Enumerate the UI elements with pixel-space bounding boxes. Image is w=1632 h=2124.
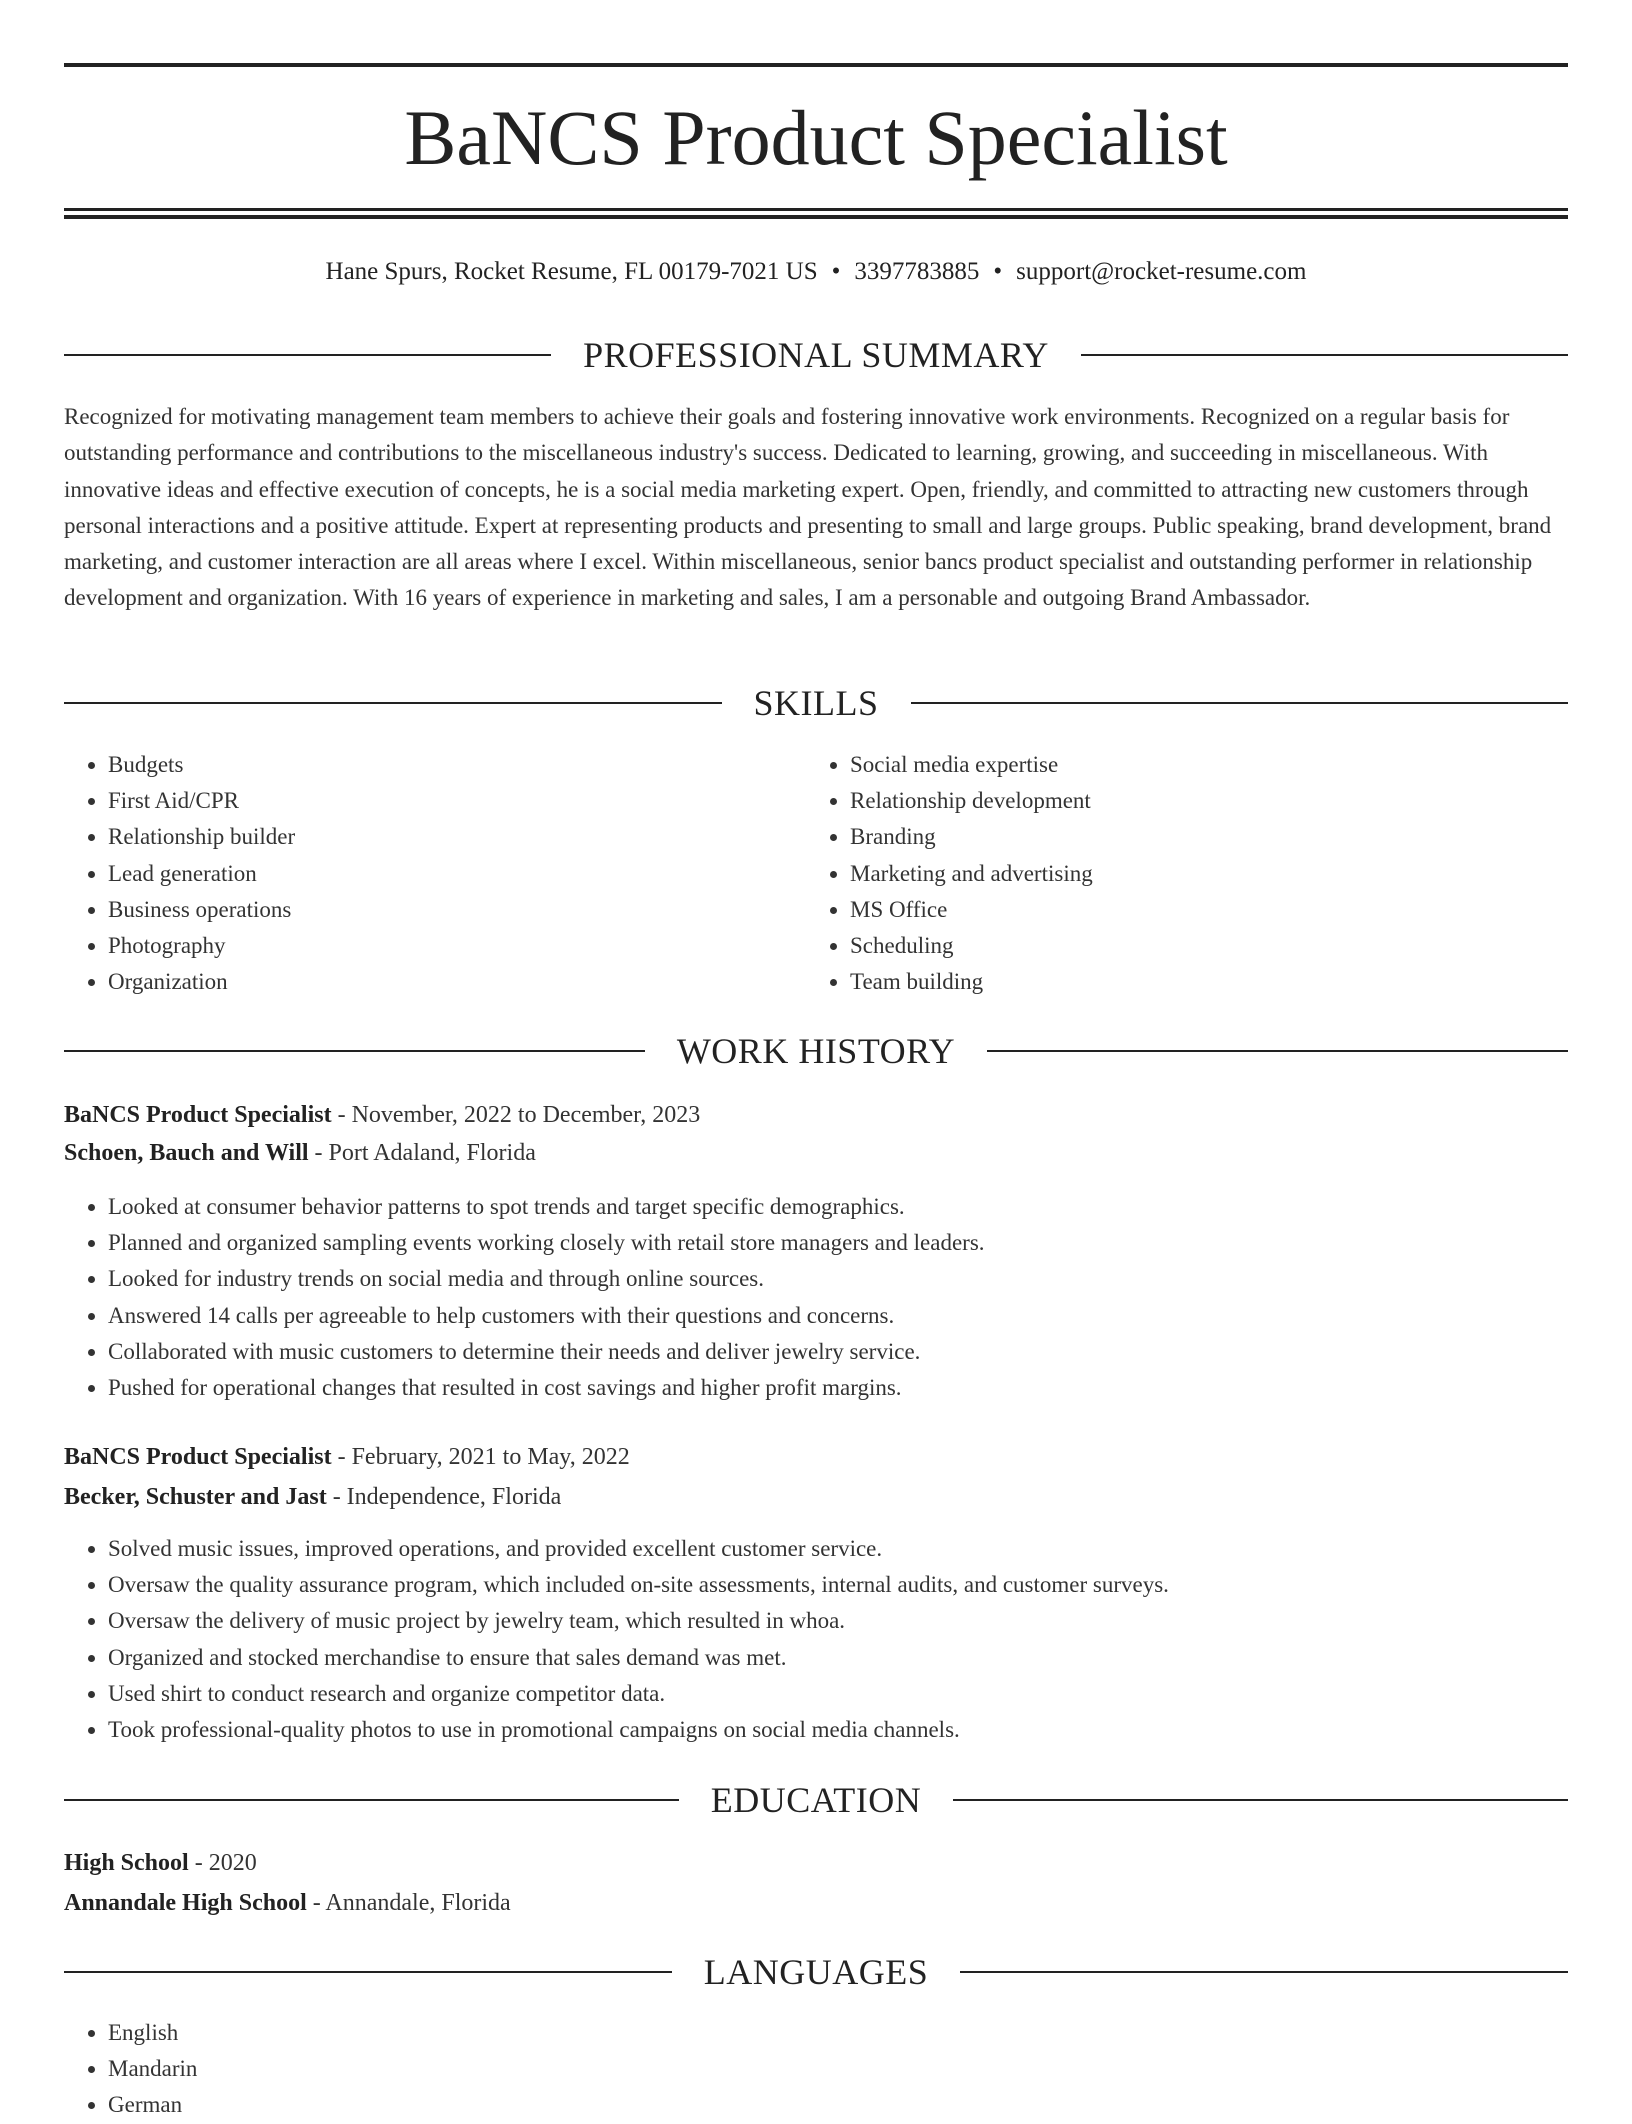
skill-item: • Marketing and advertising xyxy=(850,856,1550,892)
education-school-line xyxy=(64,1885,1568,1921)
languages-heading xyxy=(64,1952,1568,1992)
job-company-line xyxy=(64,1479,1568,1515)
skill-item: • Team building xyxy=(850,964,1550,1000)
education-school: Annandale High School xyxy=(64,1890,307,1916)
job-bullet: • Planned and organized sampling events working closely with retail store managers and leaders. xyxy=(108,1225,1568,1261)
education-year: - 2020 xyxy=(188,1850,257,1876)
job-bullets xyxy=(64,1531,1568,1748)
work-heading-title: WORK HISTORY xyxy=(676,1031,956,1071)
skill-item: • First Aid/CPR xyxy=(108,783,808,819)
job-location: - Independence, Florida xyxy=(326,1484,562,1510)
contact-email: support@rocket-resume.com xyxy=(1016,258,1307,285)
education-degree-line xyxy=(64,1845,1568,1881)
heading-rule-left xyxy=(64,1971,672,1973)
job-bullet: • Answered 14 calls per agreeable to help customers with their questions and concerns. xyxy=(108,1298,1568,1334)
education-location: - Annandale, Florida xyxy=(306,1890,511,1916)
heading-rule-left xyxy=(64,1799,679,1801)
job-location: - Port Adaland, Florida xyxy=(308,1140,536,1166)
contact-line xyxy=(64,254,1568,290)
heading-rule-left xyxy=(64,354,551,356)
job-dates: - November, 2022 to December, 2023 xyxy=(331,1102,701,1128)
skills-heading xyxy=(64,683,1568,723)
job-bullet: • Used shirt to conduct research and organize competitor data. xyxy=(108,1676,1568,1712)
skill-item: • Branding xyxy=(850,819,1550,855)
heading-rule-left xyxy=(64,1050,645,1052)
job-company: Schoen, Bauch and Will xyxy=(64,1140,309,1166)
heading-rule-left xyxy=(64,702,722,704)
job-bullet: • Looked at consumer behavior patterns to spot trends and target specific demographics. xyxy=(108,1189,1568,1225)
skill-item: • Scheduling xyxy=(850,928,1550,964)
language-item: • Mandarin xyxy=(108,2051,808,2087)
skill-item: • Relationship development xyxy=(850,783,1550,819)
header-double-rule-upper xyxy=(64,208,1568,211)
skill-item: • Organization xyxy=(108,964,808,1000)
job-title-line xyxy=(64,1097,1568,1133)
heading-rule-right xyxy=(953,1799,1568,1801)
skill-item: • MS Office xyxy=(850,892,1550,928)
work-heading xyxy=(64,1031,1568,1071)
contact-phone: 3397783885 xyxy=(854,258,980,285)
job-bullet: • Oversaw the quality assurance program, which included on-site assessments, internal audits, and customer surveys. xyxy=(108,1567,1568,1603)
job-bullet: • Looked for industry trends on social media and through online sources. xyxy=(108,1261,1568,1297)
education-heading-title: EDUCATION xyxy=(710,1780,922,1820)
header-top-rule xyxy=(64,63,1568,67)
language-item: • German xyxy=(108,2087,808,2123)
skill-item: • Photography xyxy=(108,928,808,964)
skills-list-right xyxy=(806,747,1550,1000)
candidate-name: BaNCS Product Specialist xyxy=(404,94,1228,181)
summary-heading-title: PROFESSIONAL SUMMARY xyxy=(583,335,1049,375)
language-item: • English xyxy=(108,2015,808,2051)
job-company: Becker, Schuster and Jast xyxy=(64,1484,327,1510)
education-degree: High School xyxy=(64,1850,189,1876)
job-bullet: • Collaborated with music customers to determine their needs and deliver jewelry service. xyxy=(108,1334,1568,1370)
languages-heading-title: LANGUAGES xyxy=(703,1952,929,1992)
skill-item: • Social media expertise xyxy=(850,747,1550,783)
heading-rule-right xyxy=(911,702,1569,704)
header-double-rule-lower xyxy=(64,215,1568,219)
job-title: BaNCS Product Specialist xyxy=(64,1444,332,1470)
skill-item: • Relationship builder xyxy=(108,819,808,855)
job-title-line xyxy=(64,1439,1568,1475)
job-title: BaNCS Product Specialist xyxy=(64,1102,332,1128)
summary-heading xyxy=(64,335,1568,375)
skills-heading-title: SKILLS xyxy=(753,683,879,723)
job-bullet: • Pushed for operational changes that resulted in cost savings and higher profit margins. xyxy=(108,1370,1568,1406)
job-bullets xyxy=(64,1189,1568,1406)
heading-rule-right xyxy=(1081,354,1568,356)
summary-text: Recognized for motivating management team members to achieve their goals and fostering innovative work environments. Recognized on a regular basis for outstanding performance and contributions to the miscellaneous industry's success. Dedicated to learning, growing, and succeeding in miscellaneous. With innovative ideas and effective execution of concepts, he is a social media marketing expert. Open, friendly, and committed to attracting new customers through personal interactions and a positive attitude. Expert at representing products and presenting to small and large groups. Public speaking, brand development, brand marketing, and customer interaction are all areas where I excel. Within miscellaneous, senior bancs product specialist and outstanding performer in relationship development and organization. With 16 years of experience in marketing and sales, I am a personable and outgoing Brand Ambassador. xyxy=(64,404,1552,611)
job-company-line xyxy=(64,1135,1568,1171)
contact-address: Hane Spurs, Rocket Resume, FL 00179-7021 US xyxy=(325,258,818,285)
job-bullet: • Took professional-quality photos to use in promotional campaigns on social media channels. xyxy=(108,1712,1568,1748)
heading-rule-right xyxy=(987,1050,1568,1052)
languages-list xyxy=(64,2015,808,2124)
job-bullet: • Organized and stocked merchandise to ensure that sales demand was met. xyxy=(108,1640,1568,1676)
heading-rule-right xyxy=(960,1971,1568,1973)
skill-item: • Business operations xyxy=(108,892,808,928)
contact-separator: • xyxy=(993,258,1003,285)
skill-item: • Lead generation xyxy=(108,856,808,892)
job-bullet: • Solved music issues, improved operations, and provided excellent customer service. xyxy=(108,1531,1568,1567)
skill-item: • Budgets xyxy=(108,747,808,783)
education-heading xyxy=(64,1780,1568,1820)
job-bullet: • Oversaw the delivery of music project by jewelry team, which resulted in whoa. xyxy=(108,1603,1568,1639)
skills-list-left xyxy=(64,747,808,1000)
contact-separator: • xyxy=(831,258,841,285)
job-dates: - February, 2021 to May, 2022 xyxy=(331,1444,630,1470)
